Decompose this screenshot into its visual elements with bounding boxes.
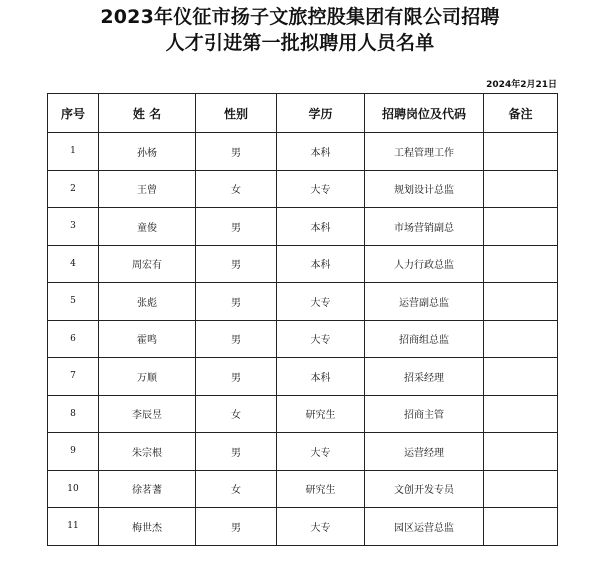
cell-education: 大专 [277,320,365,358]
table-header-row [48,94,558,133]
cell-position: 招商组总监 [365,320,484,358]
table-row [48,283,558,321]
cell-gender: 男 [196,245,277,283]
cell-position: 规划设计总监 [365,170,484,208]
table-row [48,508,558,546]
cell-position: 招采经理 [365,358,484,396]
cell-name: 孙杨 [99,133,196,171]
cell-index: 11 [48,508,99,546]
cell-remarks [484,470,558,508]
header-position: 招聘岗位及代码 [365,94,484,133]
cell-remarks [484,320,558,358]
cell-index: 9 [48,433,99,471]
publish-date: 2024年2月21日 [486,80,557,90]
cell-gender: 男 [196,208,277,246]
table-row [48,433,558,471]
cell-education: 大专 [277,170,365,208]
cell-index: 6 [48,320,99,358]
cell-name: 朱宗根 [99,433,196,471]
cell-education: 本科 [277,245,365,283]
cell-position: 市场营销副总 [365,208,484,246]
cell-position: 园区运营总监 [365,508,484,546]
cell-remarks [484,508,558,546]
cell-education: 大专 [277,433,365,471]
table-row [48,133,558,171]
cell-remarks [484,245,558,283]
cell-position: 招商主管 [365,395,484,433]
header-education: 学历 [277,94,365,133]
table-row [48,170,558,208]
cell-education: 大专 [277,283,365,321]
cell-name: 李辰昱 [99,395,196,433]
cell-gender: 男 [196,508,277,546]
cell-remarks [484,133,558,171]
cell-name: 梅世杰 [99,508,196,546]
cell-gender: 男 [196,133,277,171]
table-row [48,395,558,433]
table-row [48,245,558,283]
cell-gender: 女 [196,170,277,208]
table-body [48,133,558,546]
cell-index: 10 [48,470,99,508]
cell-education: 本科 [277,358,365,396]
cell-name: 万顺 [99,358,196,396]
cell-name: 王曾 [99,170,196,208]
cell-index: 1 [48,133,99,171]
table-row [48,320,558,358]
cell-index: 8 [48,395,99,433]
cell-index: 4 [48,245,99,283]
table-row [48,208,558,246]
cell-name: 徐茗蓍 [99,470,196,508]
cell-position: 运营经理 [365,433,484,471]
table-row [48,358,558,396]
cell-remarks [484,170,558,208]
cell-name: 张彪 [99,283,196,321]
cell-name: 童俊 [99,208,196,246]
header-index: 序号 [48,94,99,133]
cell-gender: 女 [196,470,277,508]
cell-gender: 男 [196,358,277,396]
cell-name: 霍鸣 [99,320,196,358]
cell-index: 3 [48,208,99,246]
cell-education: 研究生 [277,395,365,433]
cell-gender: 女 [196,395,277,433]
cell-remarks [484,358,558,396]
cell-education: 本科 [277,133,365,171]
document-title-line-1: 2023年仪征市扬子文旅控股集团有限公司招聘 [100,6,500,28]
cell-gender: 男 [196,433,277,471]
candidate-table [47,93,558,546]
cell-remarks [484,208,558,246]
cell-name: 周宏有 [99,245,196,283]
table-row [48,470,558,508]
header-gender: 性别 [196,94,277,133]
cell-education: 本科 [277,208,365,246]
cell-remarks [484,283,558,321]
cell-remarks [484,395,558,433]
cell-gender: 男 [196,320,277,358]
cell-index: 7 [48,358,99,396]
cell-position: 文创开发专员 [365,470,484,508]
cell-gender: 男 [196,283,277,321]
header-name: 姓 名 [99,94,196,133]
cell-position: 运营副总监 [365,283,484,321]
cell-remarks [484,433,558,471]
cell-position: 工程管理工作 [365,133,484,171]
cell-index: 2 [48,170,99,208]
cell-education: 大专 [277,508,365,546]
header-remarks: 备注 [484,94,558,133]
document-title-line-2: 人才引进第一批拟聘用人员名单 [165,32,435,54]
cell-position: 人力行政总监 [365,245,484,283]
cell-education: 研究生 [277,470,365,508]
cell-index: 5 [48,283,99,321]
